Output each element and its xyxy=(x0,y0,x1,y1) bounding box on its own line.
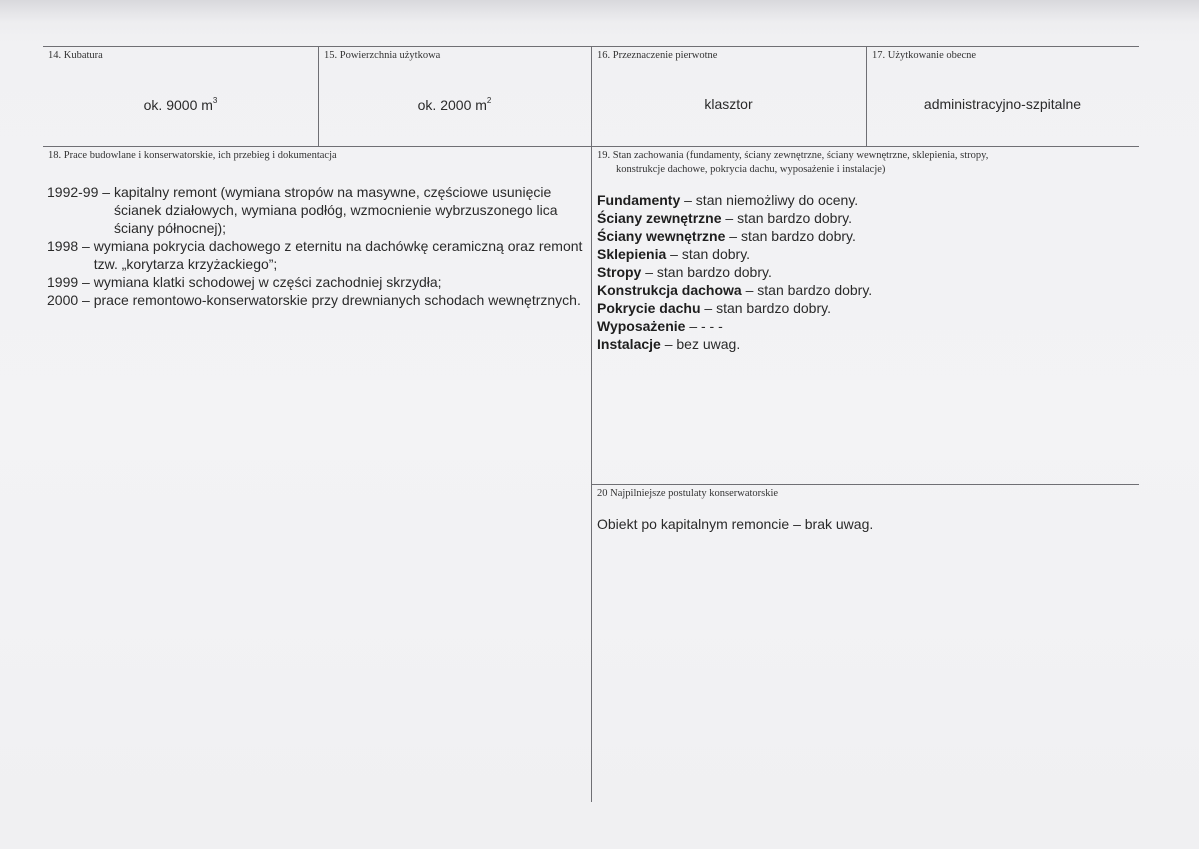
condition-status: – stan bardzo dobry. xyxy=(741,282,873,298)
field-17-label: 17. Użytkowanie obecne xyxy=(872,50,977,61)
grid-line-field20-top xyxy=(591,484,1139,485)
field-15-value-text: ok. 2000 m xyxy=(417,97,487,113)
condition-item xyxy=(597,245,1117,263)
condition-element: Stropy xyxy=(597,264,642,280)
grid-line-center xyxy=(591,46,592,802)
field-14-label: 14. Kubatura xyxy=(48,50,103,61)
field-14-value-text: ok. 9000 m xyxy=(143,97,213,113)
works-year: 2000 – xyxy=(47,292,94,308)
works-list-item xyxy=(47,273,587,291)
field-16-label: 16. Przeznaczenie pierwotne xyxy=(597,50,718,61)
condition-item xyxy=(597,317,1117,335)
field-20-value: Obiekt po kapitalnym remoncie – brak uwag. xyxy=(597,516,874,532)
condition-status: – stan niemożliwy do oceny. xyxy=(680,192,859,208)
works-list-item xyxy=(47,183,587,237)
field-19-label-line2: konstrukcje dachowe, pokrycia dachu, wyposażenie i instalacje) xyxy=(616,164,886,175)
condition-element: Ściany wewnętrzne xyxy=(597,228,726,244)
field-17-value: administracyjno-szpitalne xyxy=(923,96,1082,112)
condition-status: – stan bardzo dobry. xyxy=(725,228,856,244)
condition-item xyxy=(597,335,1117,353)
works-description: wymiana klatki schodowej w części zachodniej skrzydła; xyxy=(93,274,442,290)
works-list-item xyxy=(47,237,587,273)
condition-element: Pokrycie dachu xyxy=(597,300,701,316)
field-14-value xyxy=(43,96,318,113)
condition-status: – stan bardzo dobry. xyxy=(721,210,852,226)
works-year: 1998 – xyxy=(47,238,94,254)
condition-status: – stan bardzo dobry. xyxy=(641,264,772,280)
works-description: wymiana pokrycia dachowego z eternitu na dachówkę ceramiczną oraz remont tzw. „korytarza krzyżackiego”; xyxy=(93,238,583,272)
field-19-condition-list xyxy=(597,191,1117,353)
field-15-value-unit-exponent: 2 xyxy=(486,96,492,105)
condition-element: Ściany zewnętrzne xyxy=(597,210,722,226)
condition-status: – stan bardzo dobry. xyxy=(700,300,831,316)
condition-item xyxy=(597,281,1117,299)
condition-item xyxy=(597,191,1117,209)
condition-element: Konstrukcja dachowa xyxy=(597,282,742,298)
field-18-works-list xyxy=(47,183,587,309)
works-list-item xyxy=(47,291,587,309)
condition-status: – - - - xyxy=(685,318,723,334)
condition-item xyxy=(597,209,1117,227)
condition-status: – stan dobry. xyxy=(666,246,751,262)
works-description: prace remontowo-konserwatorskie przy drewnianych schodach wewnętrznych. xyxy=(93,292,581,308)
condition-element: Fundamenty xyxy=(597,192,681,208)
condition-element: Sklepienia xyxy=(597,246,667,262)
scan-top-shadow xyxy=(0,0,1199,22)
condition-status: – bez uwag. xyxy=(660,336,741,352)
condition-element: Instalacje xyxy=(597,336,661,352)
field-15-label: 15. Powierzchnia użytkowa xyxy=(324,50,441,61)
works-description: kapitalny remont (wymiana stropów na masywne, częściowe usunięcie ścianek działowych, wymiana podłóg, wzmocnienie wybrzuszonego lica ściany północnej); xyxy=(113,184,558,236)
field-15-value xyxy=(318,96,591,113)
field-19-label-line1: 19. Stan zachowania (fundamenty, ściany zewnętrzne, ściany wewnętrzne, sklepienia, stropy, xyxy=(597,150,989,161)
condition-element: Wyposażenie xyxy=(597,318,686,334)
field-18-label: 18. Prace budowlane i konserwatorskie, ich przebieg i dokumentacja xyxy=(48,150,337,161)
field-20-label: 20 Najpilniejsze postulaty konserwatorskie xyxy=(597,488,779,499)
field-16-value: klasztor xyxy=(704,96,753,112)
condition-item xyxy=(597,263,1117,281)
works-year: 1992-99 – xyxy=(47,184,114,200)
field-14-value-unit-exponent: 3 xyxy=(212,96,218,105)
condition-item xyxy=(597,299,1117,317)
works-year: 1999 – xyxy=(47,274,94,290)
condition-item xyxy=(597,227,1117,245)
